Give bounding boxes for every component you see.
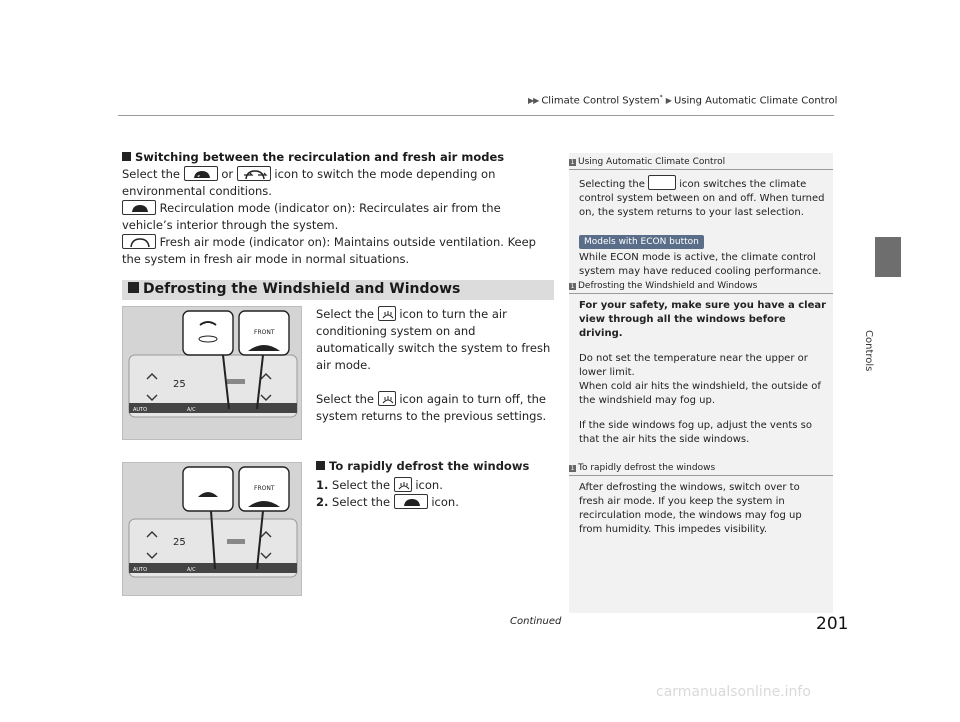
note-auto-climate: 1 Using Automatic Climate Control Selecting the icon switches the climate control system between on and off. When turned on, the system returns to your last selection. Models with ECON button While ECON mode is active, the climate control system may have reduced cooling performance. [569,157,833,290]
watermark: carmanualsonline.info [656,684,811,700]
recirculation-icon [122,200,156,215]
svg-text:AUTO: AUTO [133,567,148,573]
bullet-square-icon [316,461,325,470]
note-defrost: 1 Defrosting the Windshield and Windows For your safety, make sure you have a clear view through all the windows before driving. Do not set the temperature near the upper or lower limit. When cold air hits the windshield, the outside of the windshield may fog up. If the side windows fog up, adjust the vents so that the air hits the side windows. [569,281,833,458]
front-defrost-icon [378,306,396,321]
breadcrumb-item-climate[interactable]: Climate Control System [541,95,660,107]
section-heading-defrost: Defrosting the Windshield and Windows [122,280,554,300]
svg-text:FRONT: FRONT [254,329,275,336]
note-rapid-defrost: 1 To rapidly defrost the windows After defrosting the windows, switch over to fresh air mode. If you keep the system in recirculation mode, the windows may fog up from humidity. This impedes visibility. [569,463,833,548]
notes-column [569,153,833,613]
rapid-defrost-title: To rapidly defrost the windows [316,458,556,475]
recirculation-icon [394,494,428,509]
bullet-square-icon [128,282,139,293]
svg-text:FRONT: FRONT [254,485,275,492]
step-2: 2. Select the icon. [316,495,459,509]
recirc-mode-paragraph: Recirculation mode (indicator on): Recirculates air from the vehicle’s interior through the system. [122,201,501,232]
front-defrost-icon [378,391,396,406]
breadcrumb-arrow-icon: ▶▶ [528,96,539,106]
recirculation-icon [184,166,218,181]
breadcrumb [528,94,837,106]
recirc-title: Switching between the recirculation and fresh air modes [122,150,554,164]
asterisk: * [659,94,663,101]
step-1: 1. Select the icon. [316,478,443,492]
recirc-paragraph: Select the or icon to switch the mode depending on environmental conditions. [122,167,496,198]
front-defrost-icon [394,477,412,492]
chapter-tab[interactable] [875,237,901,277]
fresh-air-icon [237,166,271,181]
svg-text:AUTO: AUTO [133,407,148,413]
chapter-label: Controls [863,330,874,372]
rapid-defrost-section [316,458,556,511]
page-number: 201 [816,614,849,634]
recirc-section [122,150,554,268]
models-badge: Models with ECON button [579,235,704,249]
continued-label: Continued [510,616,562,627]
fresh-mode-paragraph: Fresh air mode (indicator on): Maintains outside ventilation. Keep the system in fresh air mode in normal situations. [122,235,536,266]
bullet-square-icon [122,152,131,161]
breadcrumb-arrow-icon: ▶ [665,96,671,106]
climate-panel-illustration-1 [122,306,302,440]
svg-text:25: 25 [173,537,186,548]
header-divider [118,115,834,116]
on-off-icon [648,175,676,190]
defrost-instructions: Select the icon to turn the air conditioning system on and automatically switch the system to fresh air mode. Select the icon again to turn off, the system returns to the previous settings. [316,307,551,423]
climate-panel-illustration-2 [122,462,302,596]
fresh-air-icon [122,234,156,249]
svg-text:A/C: A/C [187,407,196,413]
breadcrumb-item-auto[interactable]: Using Automatic Climate Control [673,95,838,107]
svg-text:25: 25 [173,379,186,390]
svg-text:A/C: A/C [187,567,196,573]
